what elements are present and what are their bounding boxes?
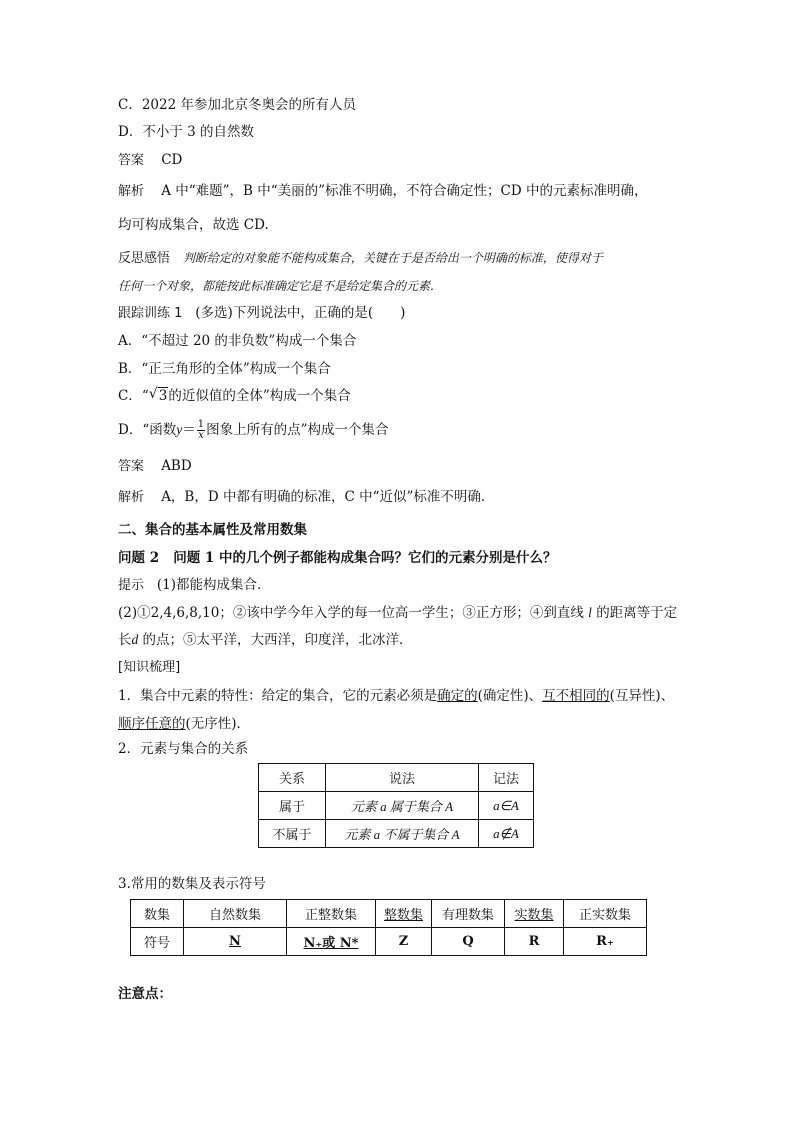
table-header: 正实数集 [564, 900, 647, 928]
table-cell: a∉A [479, 820, 534, 848]
reflection-text-1: 判断给定的对象能不能构成集合，关键在于是否给出一个明确的标准，使得对于 [182, 251, 603, 265]
table-row [259, 820, 534, 848]
symbol: N [229, 934, 241, 949]
option-c [118, 387, 351, 405]
option-d-prefix: D．“函数 [118, 422, 177, 438]
tracking-label: 跟踪训练 1 [118, 306, 183, 321]
table-cell: 元素 a 不属于集合 A [326, 820, 479, 848]
k1-text-c: (确定性)、 [477, 688, 543, 704]
option-d-prev: D．不小于 3 的自然数 [118, 124, 254, 140]
table-header: 记法 [479, 764, 534, 792]
table-cell: Q [432, 928, 505, 956]
table-header-text: 整数集 [383, 908, 423, 923]
table-header: 正整数集 [287, 900, 376, 928]
analysis-label: 解析 [118, 184, 145, 199]
table-header: 自然数集 [184, 900, 287, 928]
table-header [505, 900, 564, 928]
symbol: N₊或 N* [303, 936, 359, 951]
table-cell: 符号 [131, 928, 184, 956]
equals-sign: ＝ [182, 422, 196, 438]
table-cell [287, 928, 376, 956]
table-header: 数集 [131, 900, 184, 928]
k1-underline-1: 确定的 [437, 688, 478, 704]
table-header: 说法 [326, 764, 479, 792]
numset-table [130, 899, 647, 956]
table-header-text: 实数集 [514, 908, 554, 923]
table-header [376, 900, 432, 928]
hint-text-d: 的点；⑤太平洋，大西洋，印度洋，北冰洋． [142, 632, 413, 648]
fraction-numerator: 1 [197, 419, 205, 430]
radical-sign: √ [148, 386, 158, 402]
option-d-suffix: 图象上所有的点”构成一个集合 [206, 422, 389, 438]
table-cell: 属于 [259, 792, 326, 820]
hint-text-a: (2)①2,4,6,8,10；②该中学今年入学的每一位高一学生；③正方形；④到直线 [118, 605, 584, 621]
knowledge-1-line-1 [118, 687, 674, 705]
analysis-label: 解析 [118, 490, 145, 505]
analysis-1 [118, 182, 648, 201]
reflection-label: 反思感悟 [118, 251, 171, 266]
tracking-training [118, 304, 405, 323]
table-cell: a∈A [479, 792, 534, 820]
hint-text-c: 长 [118, 632, 132, 648]
knowledge-label: [知识梳理] [118, 660, 181, 675]
relation-table [258, 763, 534, 848]
note-label: 注意点： [118, 986, 172, 1002]
hint-text: (1)都能构成集合． [156, 577, 271, 593]
option-b: B．“正三角形的全体”构成一个集合 [118, 361, 331, 377]
analysis-1-cont: 均可构成集合，故选 CD. [118, 217, 269, 233]
analysis-text: A 中“难题”，B 中“美丽的”标准不明确，不符合确定性；CD 中的元素标准明确， [161, 183, 648, 199]
answer-value: ABD [161, 458, 192, 474]
knowledge-2: 2．元素与集合的关系 [118, 741, 249, 757]
table-cell: R [505, 928, 564, 956]
table-row [259, 764, 534, 792]
table-header: 有理数集 [432, 900, 505, 928]
section-heading: 二、集合的基本属性及常用数集 [118, 522, 307, 538]
k1-underline-3: 顺序任意的 [118, 716, 186, 732]
k1-text-e: (互异性)、 [609, 688, 675, 704]
table-cell: 不属于 [259, 820, 326, 848]
table-header: 关系 [259, 764, 326, 792]
reflection [118, 249, 603, 268]
question-label: 问题 2 [118, 550, 160, 566]
table-row [131, 900, 647, 928]
table-row [131, 928, 647, 956]
question-2 [118, 549, 557, 567]
fraction-denominator: x [198, 430, 204, 441]
answer-label: 答案 [118, 459, 145, 474]
analysis-2 [118, 488, 494, 507]
option-d [118, 420, 389, 441]
question-text: 问题 1 中的几个例子都能构成集合吗？它们的元素分别是什么？ [173, 550, 557, 566]
hint-text-b: 的距离等于定 [596, 605, 678, 621]
k1-text-f: (无序性)． [185, 716, 251, 732]
answer-label: 答案 [118, 153, 145, 168]
hint-part-2-line-2 [118, 631, 413, 649]
option-c-prefix: C．“ [118, 388, 149, 404]
var-l: l [588, 605, 592, 620]
option-a: A．“不超过 20 的非负数”构成一个集合 [118, 333, 357, 349]
table-cell: Z [376, 928, 432, 956]
knowledge-3: 3.常用的数集及表示符号 [118, 876, 266, 892]
answer-2 [118, 457, 192, 476]
answer-value: CD [161, 152, 183, 168]
k1-text-a: 1．集合中元素的特性：给定的集合，它的元素必须是 [118, 688, 438, 704]
fraction [197, 420, 205, 441]
hint-part-2-line-1 [118, 604, 677, 622]
answer-1 [118, 151, 182, 170]
hint-label: 提示 [118, 578, 145, 593]
reflection-text-2: 任何一个对象，都能按此标准确定它是不是给定集合的元素． [118, 279, 443, 293]
option-c-prev: C．2022 年参加北京冬奥会的所有人员 [118, 97, 356, 113]
option-c-suffix: 的近似值的全体”构成一个集合 [168, 388, 351, 404]
knowledge-1-line-2 [118, 715, 250, 733]
radicand: 3 [158, 388, 168, 404]
table-row [259, 792, 534, 820]
sqrt-expression [149, 387, 169, 405]
table-cell: R₊ [564, 928, 647, 956]
k1-underline-2: 互不相同的 [542, 688, 610, 704]
table-cell [184, 928, 287, 956]
var-y: y [176, 422, 183, 437]
hint [118, 576, 271, 595]
var-d: d [131, 632, 139, 647]
analysis-text: A，B，D 中都有明确的标准，C 中“近似”标准不明确． [161, 489, 495, 505]
tracking-text: (多选)下列说法中，正确的是( ) [195, 305, 406, 321]
table-cell: 元素 a 属于集合 A [326, 792, 479, 820]
